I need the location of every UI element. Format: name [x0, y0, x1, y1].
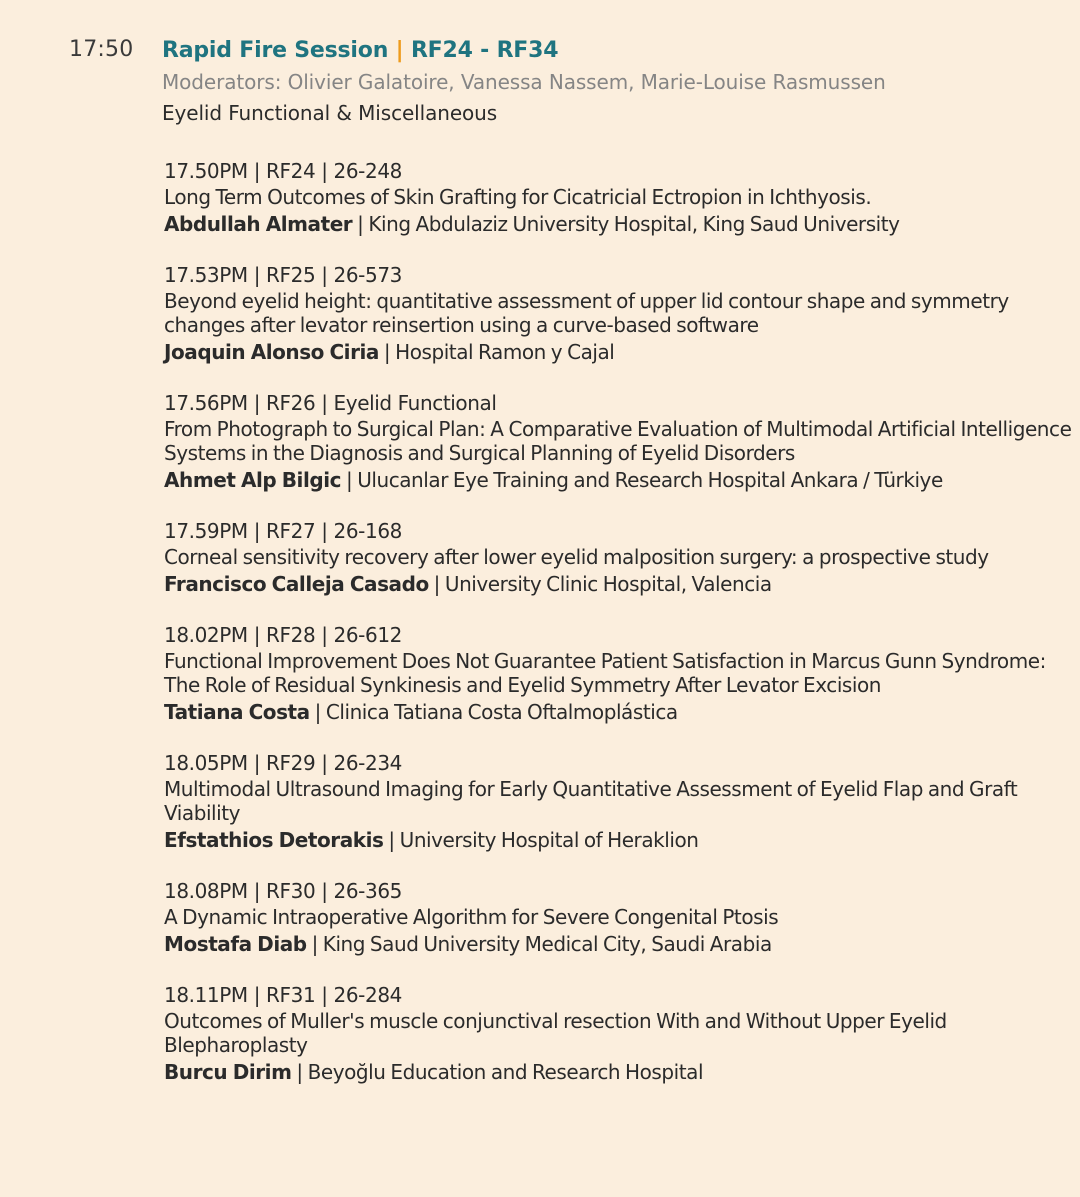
talk-meta: 17.50PM | RF24 | 26-248 [164, 159, 402, 183]
talk-affiliation: University Clinic Hospital, Valencia [444, 572, 772, 596]
talk-title: A Dynamic Intraoperative Algorithm for Severe Congenital Ptosis [164, 905, 779, 929]
session-range: RF24 - RF34 [410, 38, 559, 63]
talk-author-line [164, 465, 1078, 495]
talk-list [164, 157, 1078, 1109]
talk-author: Tatiana Costa [164, 700, 310, 724]
session-header [162, 36, 1072, 128]
talk-author: Joaquin Alonso Ciria [164, 340, 379, 364]
talk-title: Beyond eyelid height: quantitative assessment of upper lid contour shape and symmetry changes after levator reinsertion using a curve-based software [164, 289, 1009, 337]
talk-title: Functional Improvement Does Not Guarantee Patient Satisfaction in Marcus Gunn Syndrome: The Role of Residual Synkinesis and Eyelid Symmetry After Levator Excision [164, 649, 1046, 697]
talk-title: Corneal sensitivity recovery after lower eyelid malposition surgery: a prospective study [164, 545, 989, 569]
session-subtitle: Eyelid Functional & Miscellaneous [162, 101, 498, 125]
talk-item [164, 749, 1078, 855]
talk-author-line [164, 825, 1078, 855]
talk-affiliation: Hospital Ramon y Cajal [395, 340, 615, 364]
session-moderators: Moderators: Olivier Galatoire, Vanessa Nassem, Marie-Louise Rasmussen [162, 70, 886, 94]
talk-title: Long Term Outcomes of Skin Grafting for Cicatricial Ectropion in Ichthyosis. [164, 185, 872, 209]
author-separator: | [311, 932, 318, 956]
talk-meta: 17.56PM | RF26 | Eyelid Functional [164, 391, 497, 415]
author-separator: | [296, 1060, 303, 1084]
talk-item [164, 261, 1078, 367]
session-title: Rapid Fire Session [162, 38, 389, 63]
talk-affiliation: Beyoğlu Education and Research Hospital [307, 1060, 704, 1084]
talk-title: Outcomes of Muller's muscle conjunctival resection With and Without Upper Eyelid Blepharoplasty [164, 1009, 947, 1057]
talk-affiliation: King Saud University Medical City, Saudi Arabia [322, 932, 772, 956]
talk-author-line [164, 569, 1078, 599]
author-separator: | [388, 828, 395, 852]
talk-affiliation: King Abdulaziz University Hospital, King Saud University [368, 212, 900, 236]
author-separator: | [345, 468, 353, 492]
author-separator: | [314, 700, 321, 724]
talk-title: From Photograph to Surgical Plan: A Comparative Evaluation of Multimodal Artificial Intelligence Systems in the Diagnosis and Surgical Planning of Eyelid Disorders [164, 417, 1072, 465]
talk-author: Ahmet Alp Bilgic [164, 468, 342, 492]
talk-affiliation: University Hospital of Heraklion [399, 828, 699, 852]
talk-meta: 17.53PM | RF25 | 26-573 [164, 263, 402, 287]
title-separator: | [395, 38, 404, 63]
author-separator: | [433, 572, 440, 596]
session-time: 17:50 [69, 37, 134, 62]
talk-item [164, 157, 1078, 239]
talk-author: Efstathios Detorakis [164, 828, 384, 852]
session-title-line [162, 36, 1072, 66]
talk-author-line [164, 929, 1078, 959]
talk-affiliation: Ulucanlar Eye Training and Research Hospital Ankara / Türkiye [357, 468, 943, 492]
talk-author-line [164, 697, 1078, 727]
talk-item [164, 877, 1078, 959]
talk-title: Multimodal Ultrasound Imaging for Early Quantitative Assessment of Eyelid Flap and Graft Viability [164, 777, 1018, 825]
talk-affiliation: Clinica Tatiana Costa Oftalmoplástica [325, 700, 678, 724]
talk-author-line [164, 209, 1078, 239]
talk-author-line [164, 337, 1078, 367]
talk-meta: 18.02PM | RF28 | 26-612 [164, 623, 402, 647]
talk-meta: 18.11PM | RF31 | 26-284 [164, 983, 402, 1007]
talk-meta: 17.59PM | RF27 | 26-168 [164, 519, 402, 543]
author-separator: | [383, 340, 391, 364]
talk-item [164, 981, 1078, 1087]
talk-author: Abdullah Almater [164, 212, 353, 236]
talk-item [164, 621, 1078, 727]
talk-meta: 18.05PM | RF29 | 26-234 [164, 751, 402, 775]
talk-item [164, 389, 1078, 495]
talk-item [164, 517, 1078, 599]
talk-author-line [164, 1057, 1078, 1087]
talk-author: Mostafa Diab [164, 932, 307, 956]
talk-author: Francisco Calleja Casado [164, 572, 429, 596]
talk-author: Burcu Dirim [164, 1060, 292, 1084]
author-separator: | [357, 212, 364, 236]
talk-meta: 18.08PM | RF30 | 26-365 [164, 879, 402, 903]
